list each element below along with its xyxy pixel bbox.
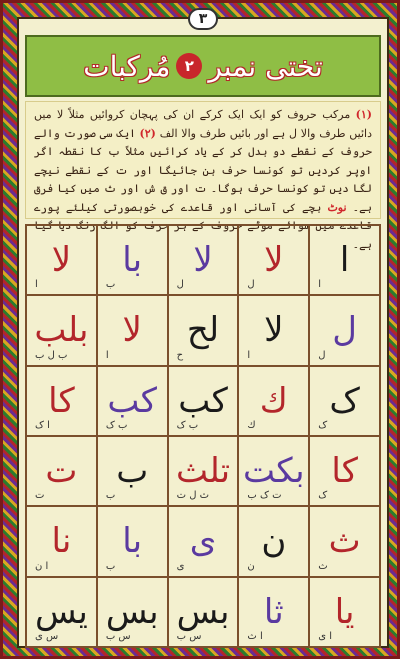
- letter-breakdown: ا: [247, 349, 251, 361]
- letter-main: کب: [107, 380, 157, 421]
- letter-main: ك: [259, 380, 288, 421]
- letter-breakdown: ك: [247, 420, 256, 431]
- letter-cell: [310, 296, 381, 366]
- letter-main: کا: [331, 451, 358, 492]
- letter-cell: [310, 578, 381, 648]
- letter-main: با: [122, 521, 143, 562]
- letter-breakdown: ن: [247, 560, 255, 572]
- letter-main: کا: [48, 380, 75, 421]
- letter-breakdown: ک: [318, 490, 328, 502]
- letter-cell: [169, 296, 240, 366]
- letter-breakdown: ا: [105, 349, 109, 361]
- letter-cell: [310, 367, 381, 437]
- letter-breakdown: ا ی: [318, 631, 332, 642]
- letter-breakdown: س ی: [35, 631, 59, 642]
- letter-cell: [169, 367, 240, 437]
- letter-main: تلث: [175, 451, 231, 492]
- letter-main: لا: [193, 240, 213, 281]
- letter-cell: [239, 296, 310, 366]
- letter-cell: [27, 578, 98, 648]
- letter-main: کب: [178, 380, 228, 421]
- letter-breakdown: ا ن: [35, 560, 49, 572]
- letter-main: لا: [51, 240, 72, 281]
- letter-cell: [27, 226, 98, 296]
- letter-cell: [98, 367, 169, 437]
- letter-cell: [98, 296, 169, 366]
- letter-cell: [98, 437, 169, 507]
- lesson-header: [25, 35, 381, 97]
- letter-main: ب: [116, 451, 149, 492]
- letter-cell: [98, 578, 169, 648]
- letter-cell: [27, 367, 98, 437]
- letter-main: بس: [105, 591, 159, 632]
- instructions-text: [25, 101, 381, 251]
- letter-breakdown: س ب: [176, 631, 202, 642]
- letter-breakdown: ک: [318, 420, 328, 431]
- letter-cell: [169, 226, 240, 296]
- letter-grid: [25, 224, 381, 648]
- letter-cell: [27, 296, 98, 366]
- title-part1: تختی نمبر: [208, 49, 323, 83]
- letter-breakdown: ب: [105, 279, 116, 291]
- letter-main: لا: [264, 310, 284, 351]
- letter-main: با: [122, 240, 143, 281]
- letter-cell: [239, 578, 310, 648]
- letter-main: یس: [35, 591, 88, 632]
- letter-breakdown: ت: [35, 490, 45, 502]
- letter-breakdown: ت ک ب: [247, 490, 282, 502]
- letter-breakdown: ب: [105, 490, 116, 502]
- lesson-title: [83, 50, 323, 83]
- letter-main: لا: [264, 240, 284, 281]
- letter-cell: [27, 507, 98, 577]
- letter-breakdown: ل: [247, 279, 255, 291]
- letter-breakdown: ح: [176, 349, 184, 361]
- instruction-marker-1: (١): [355, 108, 373, 121]
- letter-breakdown: ث: [318, 560, 328, 572]
- letter-cell: [310, 226, 381, 296]
- letter-main: ک: [329, 380, 360, 421]
- letter-cell: [239, 367, 310, 437]
- letter-main: یا: [334, 591, 355, 632]
- instruction-marker-2: (٢): [139, 126, 156, 140]
- letter-cell: [169, 578, 240, 648]
- letter-breakdown: ا: [318, 279, 321, 291]
- title-part2: مُرکبات: [83, 49, 171, 83]
- letter-cell: [310, 437, 381, 507]
- letter-breakdown: ب ک: [176, 420, 199, 431]
- letter-main: ث: [328, 521, 361, 562]
- letter-breakdown: ل: [318, 349, 326, 361]
- letter-breakdown: ا ک: [35, 420, 50, 431]
- letter-cell: [27, 437, 98, 507]
- letter-breakdown: ب: [105, 560, 116, 572]
- letter-breakdown: ا: [35, 279, 38, 291]
- letter-main: ن: [261, 521, 287, 562]
- letter-main: نا: [51, 521, 72, 562]
- letter-cell: [98, 226, 169, 296]
- letter-breakdown: س ب: [105, 631, 131, 642]
- letter-main: ی: [189, 521, 217, 562]
- letter-breakdown: ی: [176, 560, 185, 572]
- page-number: ٣: [188, 8, 218, 30]
- letter-main: ل: [332, 310, 357, 351]
- letter-main: بکت: [243, 451, 305, 492]
- letter-breakdown: ب ل ب: [35, 349, 68, 361]
- letter-cell: [239, 507, 310, 577]
- note-text: بچے کی آسانی اور قاعدے کی خوبصورتی کیلئے پورے قاعدے میں سوائے موٹے حروف کے ہر حرف کو الگ رنگ دیا گیا ہے۔: [34, 200, 372, 251]
- letter-main: لح: [186, 310, 220, 351]
- letter-main: لا: [122, 310, 142, 351]
- letter-main: بلب: [34, 310, 89, 351]
- letter-breakdown: ل: [176, 279, 184, 291]
- letter-main: ت: [45, 451, 78, 492]
- letter-cell: [169, 507, 240, 577]
- letter-cell: [98, 507, 169, 577]
- letter-breakdown: ب ک: [105, 420, 128, 431]
- letter-cell: [239, 437, 310, 507]
- letter-breakdown: ا ث: [247, 631, 263, 642]
- letter-main: ثا: [263, 591, 284, 632]
- letter-main: بس: [176, 591, 230, 632]
- note-label: نوٹ: [327, 200, 347, 214]
- letter-cell: [169, 437, 240, 507]
- letter-main: ا: [339, 240, 350, 281]
- letter-cell: [239, 226, 310, 296]
- instruction-text-2: ایک سی صورت والے حروف کے نقطے دو بدل کر کے یاد کرائیں مثلاً ب کا نقطہ اگر اوپر کردیں تو کونسا حرف بن جائیگا اور ت کے نقطے نیچے لگا دیں تو کونسا حرف ہوگا۔ ت اور ق ش اور ث میں کیا فرق ہے۔: [34, 126, 372, 214]
- letter-cell: [310, 507, 381, 577]
- instruction-text-1: مرکب حروف کو ایک ایک کرکے ان کی پہچان کروائیں مثلاً لا میں دائیں طرف والا ل ہے اور بائیں طرف والا الف: [34, 108, 373, 140]
- letter-breakdown: ث ل ت: [176, 490, 210, 502]
- title-badge: ٢: [176, 53, 202, 79]
